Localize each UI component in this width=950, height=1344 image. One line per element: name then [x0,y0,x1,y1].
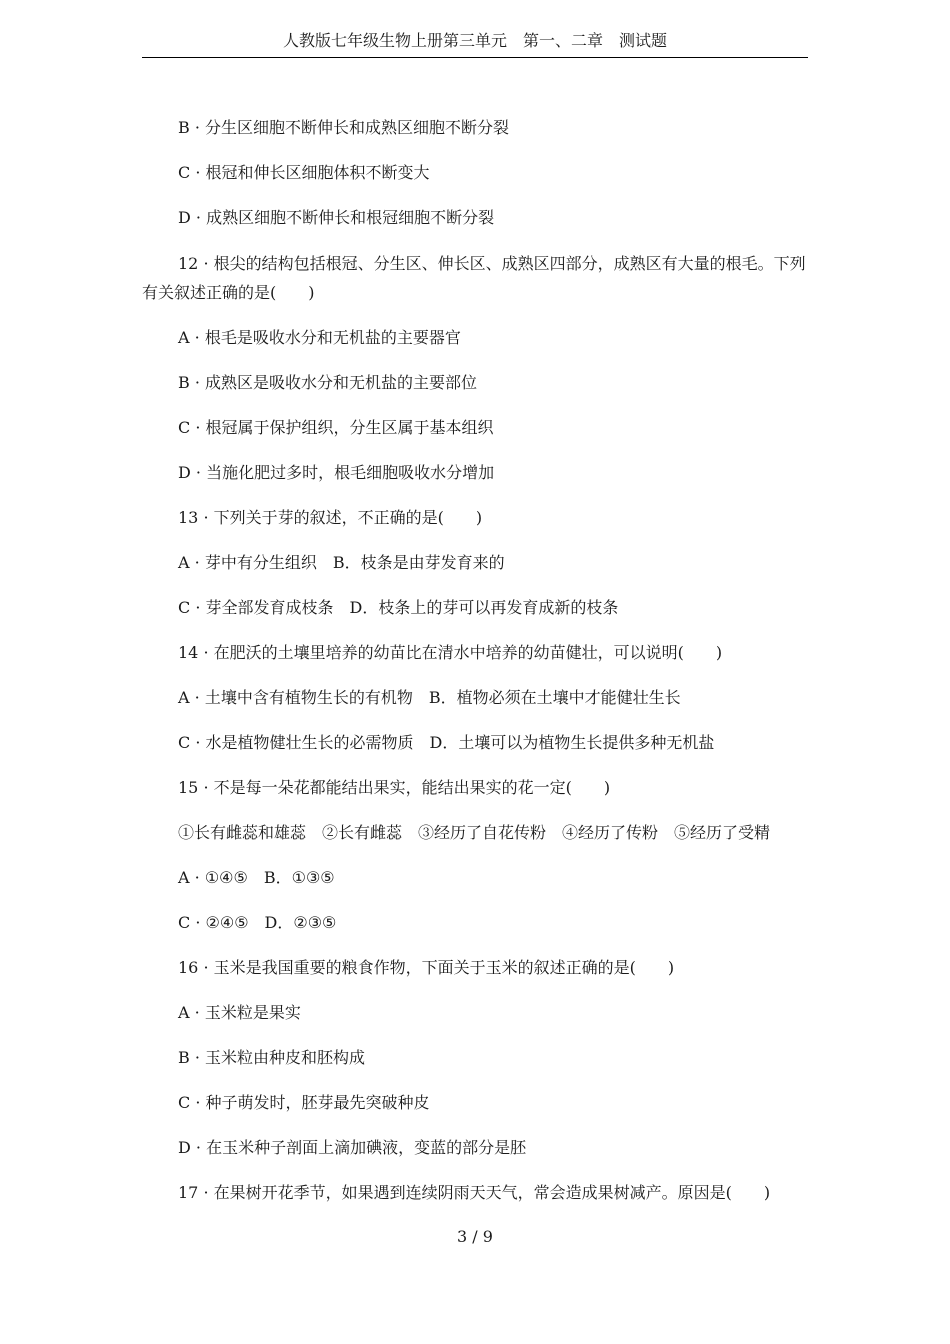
option-line: B · 成熟区是吸收水分和无机盐的主要部位 [178,373,478,392]
option-line: B · 玉米粒由种皮和胚构成 [178,1048,366,1067]
header-divider [142,57,808,58]
option-line: A · 根毛是吸收水分和无机盐的主要器官 [178,328,461,347]
question-12: 12 · 根尖的结构包括根冠、分生区、伸长区、成熟区四部分，成熟区有大量的根毛。下列有关叙述正确的是( ) [142,254,806,302]
option-line: D · 在玉米种子剖面上滴加碘液，变蓝的部分是胚 [178,1138,527,1157]
option-line: A · ①④⑤ B．①③⑤ [178,868,335,887]
question-16: 16 · 玉米是我国重要的粮食作物，下面关于玉米的叙述正确的是( ) [178,958,675,977]
header-title: 人教版七年级生物上册第三单元 第一、二章 测试题 [282,31,667,50]
option-line: C · 根冠属于保护组织，分生区属于基本组织 [178,418,494,437]
option-line: C · ②④⑤ D．②③⑤ [178,913,337,932]
option-line: A · 玉米粒是果实 [178,1003,301,1022]
page-number-label: 3 / 9 [457,1227,493,1246]
option-line: C · 种子萌发时，胚芽最先突破种皮 [178,1093,430,1112]
page-header [142,30,808,52]
document-body [142,114,808,1224]
question-15: 15 · 不是每一朵花都能结出果实，能结出果实的花一定( ) [178,778,611,797]
question-17: 17 · 在果树开花季节，如果遇到连续阴雨天天气，常会造成果树减产。原因是( ) [178,1183,771,1202]
question-13: 13 · 下列关于芽的叙述，不正确的是( ) [178,508,483,527]
statement-list: ①长有雌蕊和雄蕊 ②长有雌蕊 ③经历了自花传粉 ④经历了传粉 ⑤经历了受精 [178,823,771,842]
option-line: D · 当施化肥过多时，根毛细胞吸收水分增加 [178,463,495,482]
option-line: A · 芽中有分生组织 B．枝条是由芽发育来的 [178,553,505,572]
page-number [0,1226,950,1248]
option-line: C · 芽全部发育成枝条 D．枝条上的芽可以再发育成新的枝条 [178,598,619,617]
option-line: C · 水是植物健壮生长的必需物质 D．土壤可以为植物生长提供多种无机盐 [178,733,715,752]
option-line: C · 根冠和伸长区细胞体积不断变大 [178,163,430,182]
option-line: B · 分生区细胞不断伸长和成熟区细胞不断分裂 [178,118,510,137]
option-line: A · 土壤中含有植物生长的有机物 B．植物必须在土壤中才能健壮生长 [178,688,681,707]
question-14: 14 · 在肥沃的土壤里培养的幼苗比在清水中培养的幼苗健壮，可以说明( ) [178,643,723,662]
option-line: D · 成熟区细胞不断伸长和根冠细胞不断分裂 [178,208,495,227]
